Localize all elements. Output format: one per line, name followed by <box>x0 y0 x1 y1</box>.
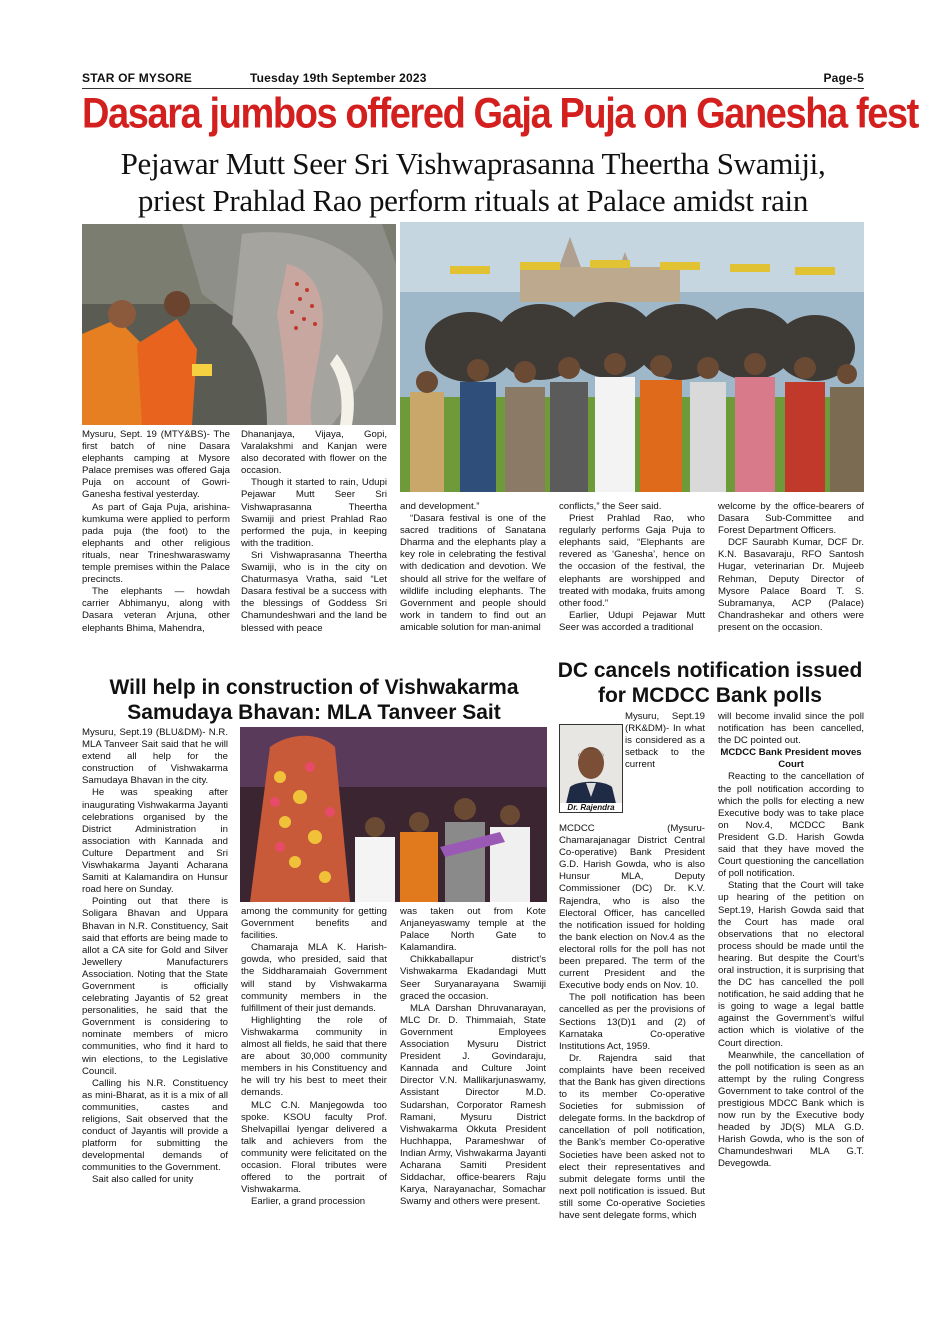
page-number: Page-5 <box>823 71 864 85</box>
paragraph: Pointing out that there is Soligara Bhavan and Uppara Bhavan in N.R. Constituency, Sait said that efforts are being made to allot a CA site for Gold and Silver Jewellery Manufacturers Association. Noting that the State Government is officially celebrating Jayantis of 52 great personalities, he said that the Government is considering to nominate members of micro communities, who find it hard to win elections, to the Legislative Council. <box>82 896 228 1077</box>
deck-line-1: Pejawar Mutt Seer Sri Vishwaprasanna Theertha Swamiji, <box>120 146 826 181</box>
story1-column-1 <box>82 429 230 635</box>
paragraph: Priest Prahlad Rao, who regularly performs Gaja Puja to elephants said, “Elephants are revered as ‘Ganesha’, hence on the occasion of the festival, the elephants are worshipped and treated with modaka, fruits among other food.” <box>559 513 705 609</box>
story3-column-1-top <box>625 711 705 771</box>
subheading: MCDCC Bank President moves Court <box>720 747 862 771</box>
story2-column-3 <box>400 906 546 1208</box>
paragraph: will become invalid since the poll notification has been cancelled, the DC pointed out. <box>718 711 864 747</box>
photo-caption: Dr. Rajendra <box>560 803 622 812</box>
story3-column-2 <box>718 711 864 1171</box>
vishwakarma-event-photo <box>240 727 547 902</box>
paragraph: MLC C.N. Manjegowda too spoke. KSOU faculty Prof. Shelvapillai Iyengar delivered a talk and achievers from the community were felicitated on the occasion. Floral tributes were offered to the portrait of Vishwakarma. <box>241 1099 387 1196</box>
dr-rajendra-photo <box>559 724 623 813</box>
paper-name: STAR OF MYSORE <box>82 71 192 85</box>
story1-column-5 <box>718 501 864 634</box>
paragraph: Chikkaballapur district’s Vishwakarma Ekadandagi Mutt Seer Suryanarayana Swamiji graced the occasion. <box>400 954 546 1002</box>
story3-headline-line-2: for MCDCC Bank polls <box>597 684 822 707</box>
story1-column-2 <box>241 429 387 635</box>
paragraph: welcome by the office-bearers of Dasara Sub-Committee and Forest Department Officers. <box>718 501 864 537</box>
paragraph: Sri Vishwaprasanna Theertha Swamiji, who is in the city on Chaturmasya Vratha, said “Let Dasara festival be a success with the blessings of Goddess Sri Chamundeshwari and the land be blessed with peace <box>241 549 387 634</box>
paragraph: MCDCC (Mysuru-Chamarajanagar District Central Co-operative) Bank President G.D. Harish Gowda, who is also Hunsur MLA, Deputy Commissioner (DC) Dr. K.V. Rajendra, who is also the Electoral Officer, has cancelled the notification issued for holding the bank election on Nov.4 as the electoral rolls for the poll has not been prepared. The term of the current President and the Executive body ends on Nov. 10. <box>559 823 705 992</box>
story2-headline-line-1: Will help in construction of Vishwakarma <box>109 676 519 699</box>
paragraph: Earlier, a grand procession <box>251 1196 366 1208</box>
elephants-group-photo <box>400 222 864 492</box>
story3-column-1 <box>559 823 705 1222</box>
paragraph: and development.” <box>400 501 480 512</box>
paragraph: Reacting to the cancellation of the poll notification according to which the polls for electing a new Executive body was to take place on Nov.4, MCDCC Bank President G.D. Harish Gowda said that they have moved the Court questioning the cancellation of poll notification. <box>718 771 864 880</box>
story1-column-4 <box>559 501 705 634</box>
elephant-puja-photo <box>82 224 396 425</box>
paragraph: was taken out from Kote Anjaneyaswamy temple at the Palace North Gate to Kalamandira. <box>400 906 546 954</box>
paragraph: “Dasara festival is one of the sacred traditions of Sanatana Dharma and the elephants play a key role in celebrating the festival with dedication and devotion. We should all strive for the welfare of wildlife including elephants. The Government and people should work in tandem to find out an amicable solution for man-animal <box>400 513 546 633</box>
story2-headline-line-2: Samudaya Bhavan: MLA Tanveer Sait <box>127 701 501 724</box>
paragraph: Earlier, Udupi Pejawar Mutt Seer was accorded a traditional <box>559 609 705 633</box>
paragraph: Mysuru, Sept.19 (RK&DM)- In what is considered as a setback to the current <box>625 711 705 771</box>
paragraph: Highlighting the role of Vishwakarma community in almost all fields, he said that there are about 30,000 community members in his Constituency and he will try his best to meet their demands. <box>241 1014 387 1099</box>
paragraph: Dr. Rajendra said that complaints have been received that the Bank has given directions to its member Co-operative Societies for submission of delegate forms. In the backdrop of cancellation of poll notification, the Bank’s member Co-operative Societies have been asked not to elect their representatives and submit delegate forms until the next poll notification is issued. But still some Co-operative Societies have sent delegate forms, which <box>559 1052 705 1221</box>
deck-line-2: priest Prahlad Rao perform rituals at Palace amidst rain <box>137 183 809 218</box>
paragraph: Dhananjaya, Vijaya, Gopi, Varalakshmi and Kanjan were also decorated with flower on the occasion. <box>241 429 387 477</box>
paragraph: He was speaking after inaugurating Vishwakarma Jayanti celebrations organised by the District Administration in association with Kannada and Culture Department and Sri Viswhakarma Jayanti Acharana Samiti at Kalamandira on Hunsur road here on Sunday. <box>82 787 228 896</box>
paragraph: Calling his N.R. Constituency as mini-Bharat, as it is a mix of all communities, castes and religions, Sait observed that the conduct of Jayantis will provide a platform for submitting the developmental demands of communities to the Government. <box>82 1077 228 1174</box>
story2-column-2 <box>241 906 387 1208</box>
paragraph: Mysuru, Sept.19 (BLU&DM)- N.R. MLA Tanveer Sait said that he will extend all help for the construction of Vishwakarma Samudaya Bhavan in the city. <box>82 727 228 787</box>
paragraph: conflicts,” the Seer said. <box>559 501 662 512</box>
issue-date: Tuesday 19th September 2023 <box>250 71 427 85</box>
story2-column-1 <box>82 727 228 1187</box>
paragraph: MLA Darshan Dhruvanarayan, MLC Dr. D. Thimmaiah, State Government Employees Association Mysuru District President J. Govindaraju, Kannada and Culture Joint Director V.N. Mallikarjunaswamy, Assistant Director M.D. Sudarshan, Corporator Ramesh Ramani, Mysuru District Vishwakarma Okkuta President Huchhappa, Parameshwar of Indian Army, Vishwakarma Jayanti Acharana Samiti President Siddachar, office-bearers Raju Karya, Narayanachar, Somachar Swamy and others were present. <box>400 1002 546 1208</box>
paragraph: Mysuru, Sept. 19 (MTY&BS)- The first batch of nine Dasara elephants camping at Mysore Palace premises was offered Gaja Puja on account of Gowri-Ganesha festival yesterday. <box>82 429 230 501</box>
paragraph: Chamaraja MLA K. Harish-gowda, who presided, said that the Siddharamaiah Government will stand by Vishwakarma community members in the fulfillment of their just demands. <box>241 942 387 1014</box>
story1-column-3 <box>400 501 546 634</box>
paragraph: The poll notification has been cancelled as per the provisions of Sections 13(D)1 and (2) of Karnataka Co-operative Institutions Act, 1959. <box>559 992 705 1052</box>
main-headline: Dasara jumbos offered Gaja Puja on Ganesha fest <box>82 90 918 138</box>
paragraph: The elephants — howdah carrier Abhimanyu, along with Dasara veteran Arjuna, other elephants Bhima, Mahendra, <box>82 586 230 634</box>
paragraph: As part of Gaja Puja, arishina-kumkuma were applied to perform pada puja (the foot) to the elephants and other religious rituals, near Trineshwaraswamy temple premises within the Palace precincts. <box>82 501 230 586</box>
paragraph: Meanwhile, the cancellation of the poll notification is seen as an attempt by the ruling Congress Government to take control of the prestigious MDCC Bank which is now run by the Executive body headed by JD(S) MLA G.D. Harish Gowda, who is the son of Chamundeshwari MLA G.T. Devegowda. <box>718 1049 864 1170</box>
paragraph: Though it started to rain, Udupi Pejawar Mutt Seer Sri Vishwaprasanna Theertha Swamiji and priest Prahlad Rao performed the puja, in keeping with the tradition. <box>241 477 387 549</box>
story3-headline-line-1: DC cancels notification issued <box>557 659 863 682</box>
paragraph: DCF Saurabh Kumar, DCF Dr. K.N. Basavaraju, RFO Santosh Hugar, veterinarian Dr. Mujeeb Rehman, Deputy Director of Mysore Palace Board T. S. Subramanya, ACP (Palace) Chandrashekar and others were present on the occasion. <box>718 537 864 633</box>
paragraph: Sait also called for unity <box>92 1174 194 1186</box>
paragraph: Stating that the Court will take up hearing of the petition on Sept.19, Harish Gowda said that the Court has made oral observations that no electoral process should be made until the hearing. But despite the Court’s oral instruction, it is surprising that the DC has cancelled the poll notification, he said adding that he is going to wage a legal battle against the Government’s wilful action which is violative of the Court direction. <box>718 880 864 1049</box>
paragraph: among the community for getting Government benefits and facilities. <box>241 906 387 942</box>
